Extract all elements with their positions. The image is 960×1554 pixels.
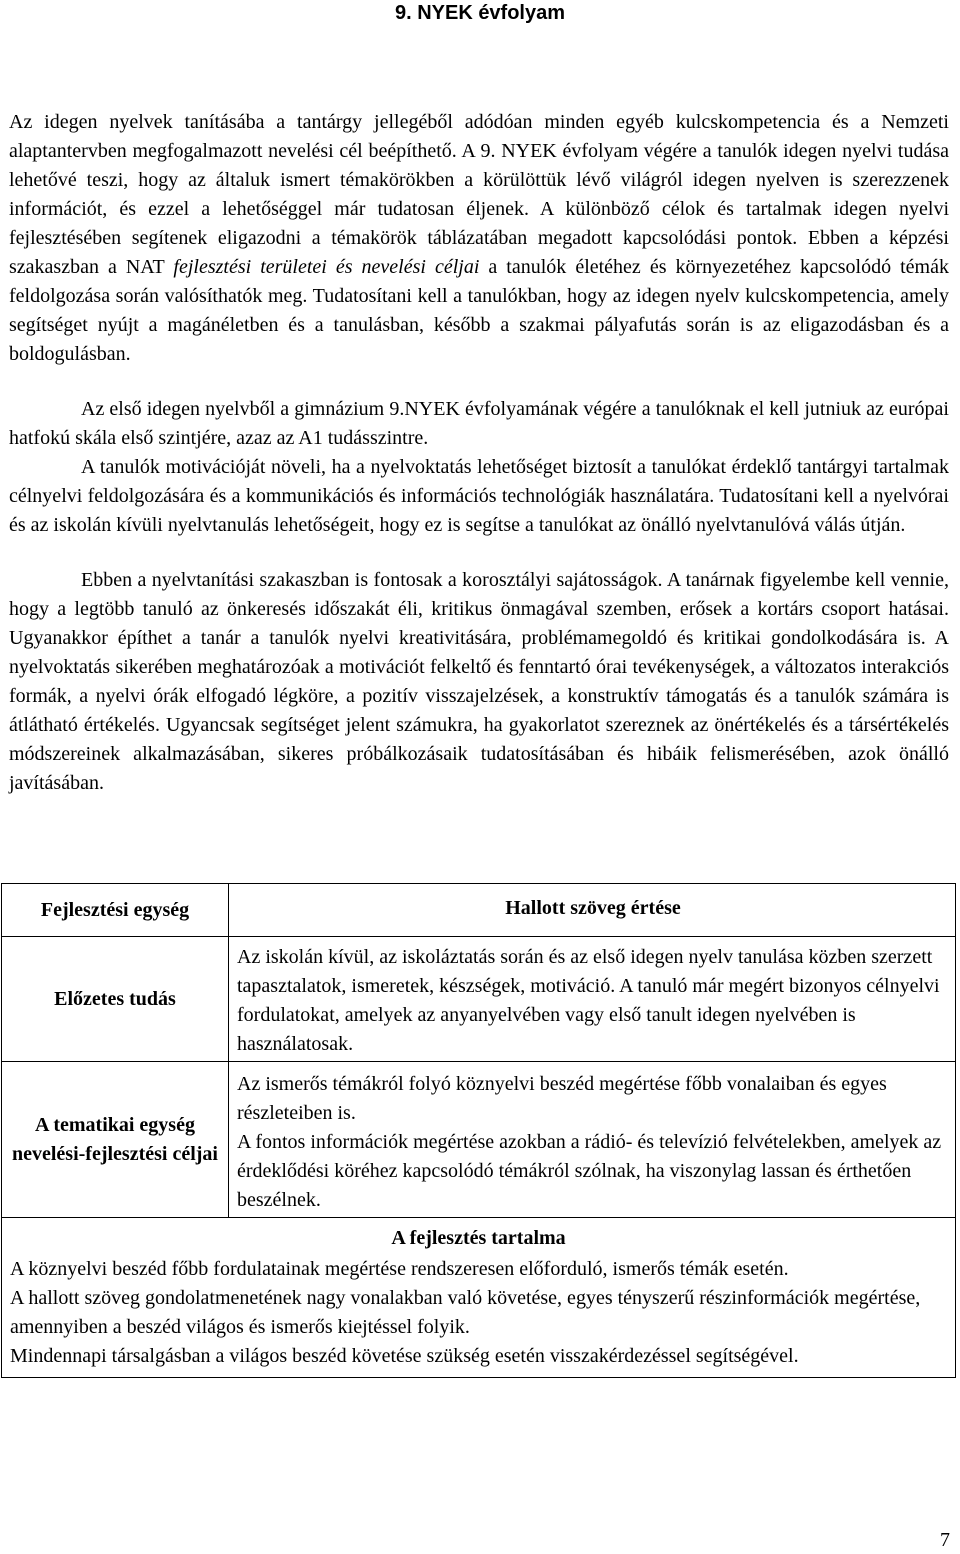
unit-label: Fejlesztési egység xyxy=(40,898,190,921)
unit-value: Hallott szöveg értése xyxy=(505,897,681,919)
development-table xyxy=(1,883,956,1378)
content-item: A köznyelvi beszéd főbb fordulatainak megértése rendszeresen előforduló, ismerős témák esetén. xyxy=(10,1258,789,1280)
intro-paragraph xyxy=(9,108,949,369)
prior-knowledge-label-cell xyxy=(2,937,229,1062)
prior-knowledge-value: Az iskolán kívül, az iskoláztatás során és az első idegen nyelv tanulása közben szerzett tapasztalatok, ismeretek, készségek, motiváció. A tanuló már megért bizonyos célnyelvi fordulatokat, amelyek az anyanyelvében vagy első tanult idegen nyelvében is használatosak. xyxy=(237,946,940,1055)
table-row xyxy=(2,937,956,1062)
goals-label-cell xyxy=(2,1062,229,1218)
goals-value-1: Az ismerős témákról folyó köznyelvi beszéd megértése főbb vonalaiban és egyes részleteiben is. xyxy=(237,1073,887,1124)
table-row xyxy=(2,884,956,937)
goals-value-cell xyxy=(229,1062,956,1218)
content-cell xyxy=(2,1218,956,1378)
intro-text-a: Az idegen nyelvek tanításába a tantárgy jellegéből adódóan minden egyéb kulcskompetencia és a Nemzeti alaptantervben megfogalmazott nevelési cél beépíthető. A 9. NYEK évfolyam végére a tanulók idegen nyelvi tudása lehetővé teszi, hogy az általuk ismert témakörökben a körülöttük lévő világról idegen nyelven is szerezzenek információt, és ezzel a lehetőséggel már tudatosan éljenek. A különböző célok és tartalmak idegen nyelvi fejlesztésében segítenek eligazodni a témakörök táblázatában megadott kapcsolódási pontok. Ebben a képzési szakaszban a NAT xyxy=(9,111,949,278)
goals-label: A tematikai egység nevelési-fejlesztési céljai xyxy=(11,1113,218,1165)
prior-knowledge-label: Előzetes tudás xyxy=(54,987,176,1010)
goal-paragraph: Az első idegen nyelvből a gimnázium 9.NYEK évfolyamának végére a tanulóknak el kell jutniuk az európai hatfokú skála első szintjére, azaz az A1 tudásszintre. xyxy=(9,398,949,449)
content-item: A hallott szöveg gondolatmenetének nagy vonalakban való követése, egyes tényszerű részinformációk megértése, amennyiben a beszéd világos és ismerős kiejtéssel folyik. xyxy=(10,1287,921,1338)
motivation-paragraph: A tanulók motivációját növeli, ha a nyelvoktatás lehetőséget biztosít a tanulókat érdeklő tantárgyi tartalmak célnyelvi feldolgozására és a kommunikációs és információs technológiák használatára. Tudatosítani kell a nyelvórai és az iskolán kívüli nyelvtanulás lehetőségeit, hogy ez is segítse a tanulókat az önálló nyelvtanulóvá válás útján. xyxy=(9,456,949,536)
unit-label-cell xyxy=(2,884,229,937)
age-paragraph: Ebben a nyelvtanítási szakaszban is fontosak a korosztályi sajátosságok. A tanárnak figyelembe kell vennie, hogy a legtöbb tanuló az önkeresés időszakát éli, kritikus önmagával szemben, erősek a kortárs csoport hatásai. Ugyanakkor építhet a tanár a tanulók nyelvi kreativitására, problémamegoldó és kritikai gondolkodására is. A nyelvoktatás sikerében meghatározóak a motivációt felkeltő és fenntartó órai tevékenységek, a változatos interakciós formák, a nyelvi órák elfogadó légköre, a pozitív visszajelzések, a konstruktív támogatás és a tanulók számára is átlátható értékelés. Ugyancsak segítséget jelent számukra, ha gyakorlatot szereznek az önértékelés és a társértékelés módszereinek alkalmazásában, sikeres próbálkozásaik tudatosításában és hibáik felismerésében, azok önálló javításában. xyxy=(9,569,949,794)
page-number: 7 xyxy=(940,1529,950,1551)
content-heading: A fejlesztés tartalma xyxy=(391,1227,566,1249)
table-row xyxy=(2,1218,956,1378)
intro-text-italic: fejlesztési területei és nevelési céljai xyxy=(173,256,480,278)
goals-value-2: A fontos információk megértése azokban a rádió- és televízió felvételekben, amelyek az érdeklődési köréhez kapcsolódó témákról szólnak, ha viszonylag lassan és érthetően beszélnek. xyxy=(237,1131,942,1211)
unit-value-cell xyxy=(229,884,956,937)
table-row xyxy=(2,1062,956,1218)
intro-text-b: a tanulók életéhez és környezetéhez kapcsolódó témák feldolgozása során valósíthatók meg. Tudatosítani kell a tanulókban, hogy az idegen nyelv kulcskompetencia, amely segítséget nyújt a magánéletben és a tanulásban, később a szakmai pályafutás során is az eligazodásban és a boldogulásban. xyxy=(9,256,949,365)
content-body xyxy=(2,1253,955,1377)
prior-knowledge-value-cell xyxy=(229,937,956,1062)
page-title: 9. NYEK évfolyam xyxy=(394,2,566,24)
content-item: Mindennapi társalgásban a világos beszéd követése szükség esetén visszakérdezéssel segítségével. xyxy=(10,1345,799,1367)
